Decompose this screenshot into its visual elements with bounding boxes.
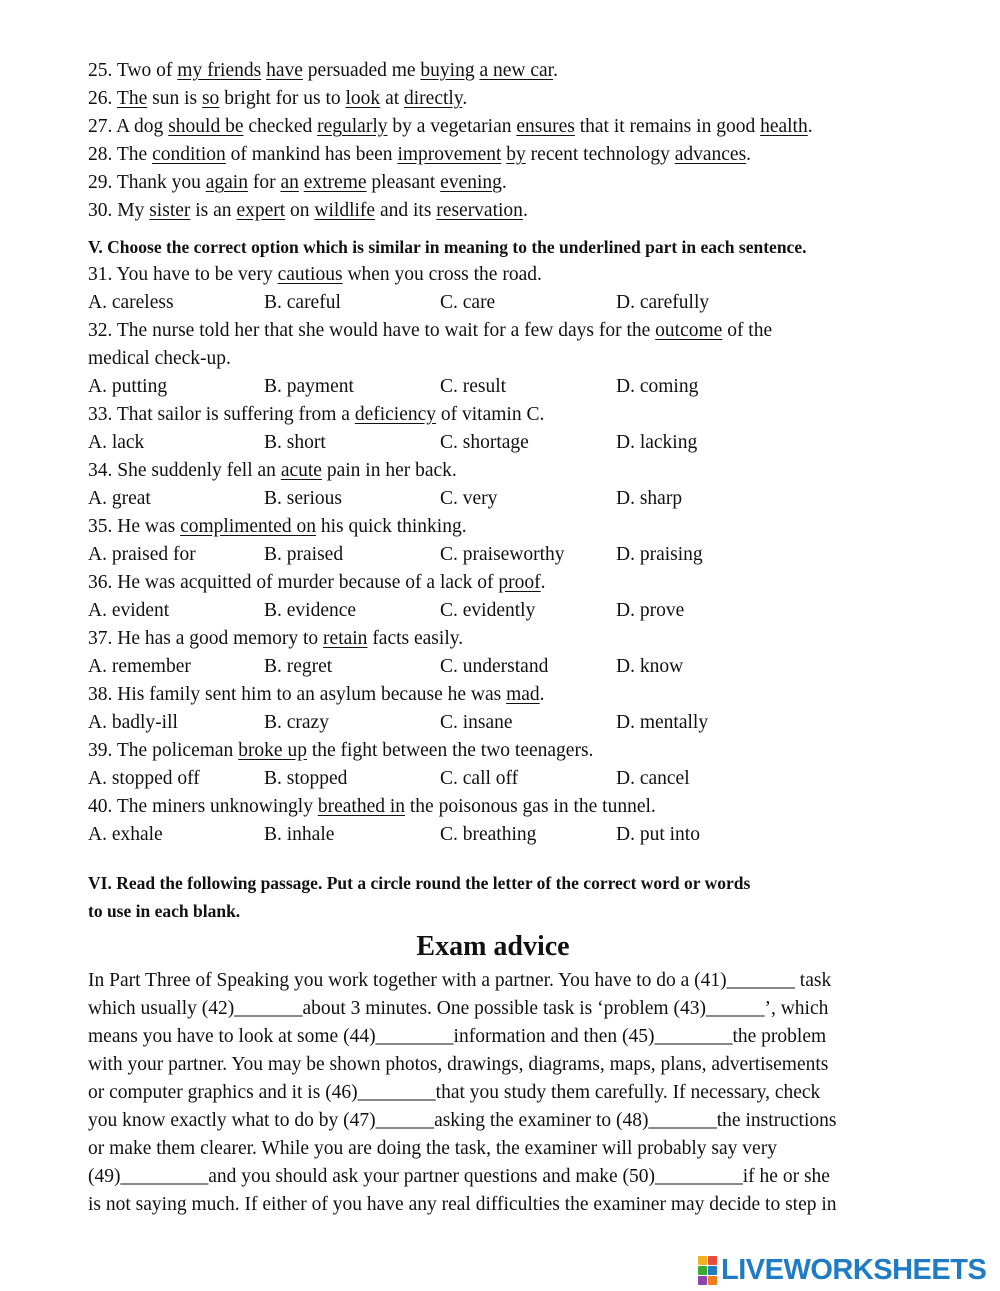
text-run: that it remains in good [574, 116, 761, 137]
text-run: for [247, 172, 281, 193]
passage-line-6: you know exactly what to do by (47)______asking the examiner to (48)_______the instructions [88, 1110, 837, 1131]
text-run: at [380, 88, 405, 109]
option-b[interactable]: B. careful [264, 292, 341, 313]
text-run: bright for us to [219, 88, 346, 109]
question-38-line-1 [88, 681, 908, 709]
text-run: 30. My [88, 200, 150, 221]
underlined-phrase: cautious [277, 264, 343, 285]
option-a[interactable]: A. lack [88, 432, 145, 453]
text-run: 27. A dog [88, 116, 169, 137]
options-row [88, 765, 908, 793]
options-row [88, 709, 908, 737]
text-run: . [807, 116, 813, 137]
option-d[interactable]: D. know [616, 656, 684, 677]
underlined-phrase: directly [404, 88, 463, 109]
option-a[interactable]: A. stopped off [88, 768, 200, 789]
text-run: 37. He has a good memory to [88, 628, 324, 649]
text-run: facts easily. [367, 628, 464, 649]
option-a[interactable]: A. remember [88, 656, 191, 677]
underlined-phrase: look [345, 88, 381, 109]
question-29 [88, 169, 908, 197]
option-d[interactable]: D. mentally [616, 712, 709, 733]
text-run: 33. That sailor is suffering from a [88, 404, 355, 425]
underlined-phrase: an [280, 172, 299, 193]
underlined-phrase: mad [506, 684, 540, 705]
text-run: 35. He was [88, 516, 181, 537]
text-run: sun is [147, 88, 202, 109]
text-run: 36. He was acquitted of murder because of a lack of [88, 572, 499, 593]
underlined-phrase: again [205, 172, 248, 193]
underlined-phrase: expert [236, 200, 286, 221]
text-run: his quick thinking. [316, 516, 467, 537]
question-34-line-1 [88, 457, 908, 485]
underlined-phrase: acute [280, 460, 322, 481]
worksheet-page [88, 57, 908, 1219]
text-run: 32. The nurse told her that she would have to wait for a few days for the [88, 320, 656, 341]
option-a[interactable]: A. exhale [88, 824, 163, 845]
option-d[interactable]: D. put into [616, 824, 700, 845]
underlined-phrase: should be [168, 116, 244, 137]
option-c[interactable]: C. breathing [440, 824, 537, 845]
question-30 [88, 197, 908, 225]
option-a[interactable]: A. putting [88, 376, 168, 397]
text-run: . [540, 572, 546, 593]
option-b[interactable]: B. payment [264, 376, 354, 397]
option-c[interactable]: C. evidently [440, 600, 536, 621]
passage-line-9: is not saying much. If either of you have any real difficulties the examiner may decide to step in [88, 1194, 837, 1215]
option-a[interactable]: A. great [88, 488, 151, 509]
text-run: is an [190, 200, 237, 221]
option-d[interactable]: D. coming [616, 376, 699, 397]
option-d[interactable]: D. prove [616, 600, 685, 621]
passage-title: Exam advice [416, 931, 570, 962]
underlined-phrase: deficiency [354, 404, 437, 425]
question-35-line-1 [88, 513, 908, 541]
passage-line-1: In Part Three of Speaking you work together with a partner. You have to do a (41)_______ task [88, 970, 832, 991]
text-run: of vitamin C. [436, 404, 545, 425]
underlined-phrase: by [506, 144, 526, 165]
option-b[interactable]: B. stopped [264, 768, 348, 789]
passage-line-2: which usually (42)_______about 3 minutes. One possible task is ‘problem (43)______’, which [88, 998, 829, 1019]
option-b[interactable]: B. regret [264, 656, 333, 677]
logo-square [708, 1256, 717, 1265]
option-a[interactable]: A. careless [88, 292, 174, 313]
logo-square [698, 1266, 707, 1275]
text-run: 25. Two of [88, 60, 178, 81]
logo-square [698, 1276, 707, 1285]
options-row [88, 541, 908, 569]
option-c[interactable]: C. insane [440, 712, 513, 733]
underlined-phrase: outcome [655, 320, 723, 341]
underlined-phrase: extreme [303, 172, 367, 193]
option-c[interactable]: C. shortage [440, 432, 529, 453]
question-28 [88, 141, 908, 169]
section-vi-heading-line-2: to use in each blank. [88, 901, 241, 921]
underlined-phrase: improvement [397, 144, 502, 165]
option-c[interactable]: C. result [440, 376, 507, 397]
underlined-phrase: condition [152, 144, 226, 165]
underlined-phrase: reservation [436, 200, 523, 221]
question-27 [88, 113, 908, 141]
option-c[interactable]: C. care [440, 292, 496, 313]
question-32-line-1 [88, 317, 908, 345]
option-c[interactable]: C. call off [440, 768, 519, 789]
underlined-phrase: sister [149, 200, 191, 221]
option-c[interactable]: C. understand [440, 656, 549, 677]
underlined-phrase: retain [323, 628, 368, 649]
option-d[interactable]: D. lacking [616, 432, 698, 453]
question-26 [88, 85, 908, 113]
text-run: . [746, 144, 752, 165]
underlined-phrase: The [116, 88, 148, 109]
option-b[interactable]: B. serious [264, 488, 342, 509]
text-run: the fight between the two teenagers. [306, 740, 594, 761]
passage-line-5: or computer graphics and it is (46)________that you study them carefully. If necessary, check [88, 1082, 821, 1103]
option-b[interactable]: B. short [264, 432, 326, 453]
option-d[interactable]: D. cancel [616, 768, 690, 789]
option-d[interactable]: D. carefully [616, 292, 710, 313]
text-run: checked [243, 116, 318, 137]
text-run: 34. She suddenly fell an [88, 460, 281, 481]
option-c[interactable]: C. praiseworthy [440, 544, 565, 565]
text-run: recent technology [525, 144, 675, 165]
text-run: of the [722, 320, 773, 341]
text-run: . [501, 172, 507, 193]
options-row [88, 289, 908, 317]
passage-line-8: (49)_________and you should ask your partner questions and make (50)_________if he or she [88, 1166, 830, 1187]
text-run: 26. [88, 88, 117, 109]
option-b[interactable]: B. crazy [264, 712, 329, 733]
question-31-line-1 [88, 261, 908, 289]
text-run: 29. Thank you [88, 172, 206, 193]
question-37-line-1 [88, 625, 908, 653]
underlined-phrase: ensures [516, 116, 575, 137]
options-row [88, 597, 908, 625]
text-run: . [539, 684, 545, 705]
question-25 [88, 57, 908, 85]
text-run: medical check-up. [88, 348, 231, 369]
text-run: on [285, 200, 315, 221]
text-run: by a vegetarian [387, 116, 517, 137]
underlined-phrase: my friends [177, 60, 262, 81]
question-39-line-1 [88, 737, 908, 765]
text-run: of mankind has been [225, 144, 398, 165]
underlined-phrase: regularly [317, 116, 388, 137]
option-b[interactable]: B. praised [264, 544, 344, 565]
text-run: pain in her back. [321, 460, 457, 481]
text-run: 39. The policeman [88, 740, 239, 761]
option-a[interactable]: A. praised for [88, 544, 196, 565]
underlined-phrase: advances [674, 144, 747, 165]
underlined-phrase: evening [440, 172, 502, 193]
logo-square [708, 1276, 717, 1285]
underlined-phrase: broke up [238, 740, 307, 761]
section-v-questions [88, 261, 908, 849]
question-33-line-1 [88, 401, 908, 429]
question-32-line-2 [88, 345, 908, 373]
passage-line-7: or make them clearer. While you are doing the task, the examiner will probably say very [88, 1138, 777, 1159]
underlined-phrase: health [760, 116, 808, 137]
underlined-phrase: complimented on [180, 516, 317, 537]
text-run: 28. The [88, 144, 153, 165]
error-identification-list [88, 57, 908, 225]
options-row [88, 653, 908, 681]
logo-square [698, 1256, 707, 1265]
underlined-phrase: have [266, 60, 303, 81]
option-d[interactable]: D. praising [616, 544, 703, 565]
passage-line-4: with your partner. You may be shown photos, drawings, diagrams, maps, plans, advertisements [88, 1054, 829, 1075]
text-run: persuaded me [302, 60, 421, 81]
option-c[interactable]: C. very [440, 488, 498, 509]
underlined-phrase: wildlife [314, 200, 376, 221]
text-run: 38. His family sent him to an asylum because he was [88, 684, 507, 705]
liveworksheets-logo[interactable] [698, 1254, 986, 1286]
underlined-phrase: buying [420, 60, 475, 81]
options-row [88, 429, 908, 457]
text-run: pleasant [366, 172, 441, 193]
passage-line-3: means you have to look at some (44)________information and then (45)________the problem [88, 1026, 827, 1047]
text-run: 31. You have to be very [88, 264, 278, 285]
underlined-phrase: proof [498, 572, 541, 593]
underlined-phrase: a new car [479, 60, 554, 81]
options-row [88, 373, 908, 401]
question-36-line-1 [88, 569, 908, 597]
option-b[interactable]: B. evidence [264, 600, 357, 621]
text-run: the poisonous gas in the tunnel. [405, 796, 656, 817]
liveworksheets-logo-icon [698, 1256, 717, 1285]
options-row [88, 485, 908, 513]
logo-text: LIVEWORKSHEETS [721, 1253, 987, 1286]
question-40-line-1 [88, 793, 908, 821]
option-b[interactable]: B. inhale [264, 824, 335, 845]
underlined-phrase: so [201, 88, 220, 109]
text-run: . [522, 200, 528, 221]
passage [88, 967, 908, 1219]
text-run: when you cross the road. [342, 264, 542, 285]
underlined-phrase: breathed in [317, 796, 406, 817]
text-run: . [553, 60, 558, 81]
logo-square [708, 1266, 717, 1275]
text-run: . [462, 88, 468, 109]
section-v-heading: V. Choose the correct option which is similar in meaning to the underlined part in each sentence. [88, 237, 807, 257]
text-run: 40. The miners unknowingly [88, 796, 318, 817]
option-d[interactable]: D. sharp [616, 488, 683, 509]
option-a[interactable]: A. badly-ill [88, 712, 178, 733]
text-run: and its [375, 200, 437, 221]
option-a[interactable]: A. evident [88, 600, 170, 621]
options-row [88, 821, 908, 849]
section-vi-heading-line-1: VI. Read the following passage. Put a circle round the letter of the correct word or words [88, 873, 751, 893]
